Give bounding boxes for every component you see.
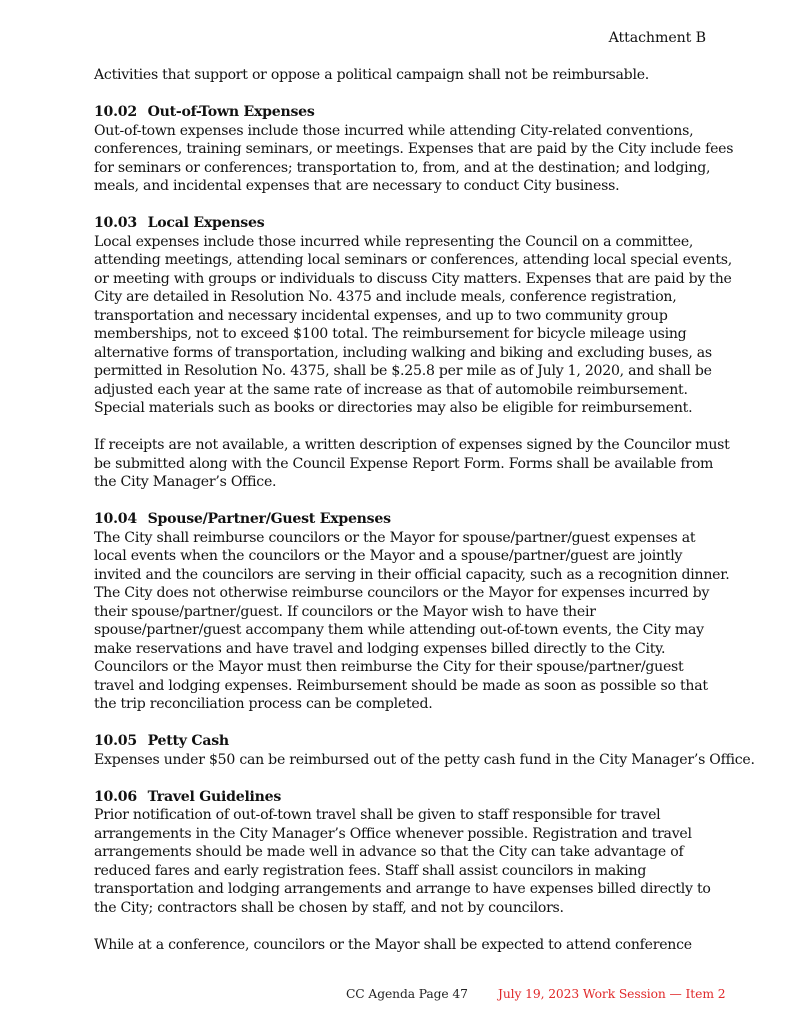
text-line: Expenses under $50 can be reimbursed out of the petty cash fund in the City Manager’s Office. [94,751,755,768]
section-number: 10.06 [94,788,137,805]
section-number: 10.02 [94,104,137,120]
text-line: While at a conference, councilors or the Mayor shall be expected to attend conference [94,936,692,953]
text-line: meals, and incidental expenses that are necessary to conduct City business. [94,178,620,194]
text-line: arrangements in the City Manager’s Office whenever possible. Registration and travel [94,825,692,842]
text-line: Activities that support or oppose a political campaign shall not be reimbursable. [94,67,650,83]
text-line: reduced fares and early registration fees. Staff shall assist councilors in making [94,862,647,879]
section-heading [94,510,734,529]
section-title: Spouse/Partner/Guest Expenses [147,511,391,527]
text-line: Out-of-town expenses include those incurred while attending City-related conventions, [94,122,694,139]
section-heading [94,103,734,122]
section-local-expenses [94,214,734,492]
section-paragraph [94,529,734,714]
text-line: arrangements should be made well in advance so that the City can take advantage of [94,844,684,860]
text-line: make reservations and have travel and lodging expenses billed directly to the City. [94,640,666,657]
text-line: transportation and necessary incidental expenses, and up to two community group [94,307,668,324]
text-line: Councilors or the Mayor must then reimburse the City for their spouse/partner/guest [94,659,684,675]
text-line: or meeting with groups or individuals to discuss City matters. Expenses that are paid by the [94,270,732,287]
section-title: Petty Cash [147,733,229,749]
text-line: conferences, training seminars, or meetings. Expenses that are paid by the City include fees [94,141,734,157]
text-line: the City Manager’s Office. [94,474,277,490]
text-line: The City does not otherwise reimburse councilors or the Mayor for expenses incurred by [94,585,710,601]
text-line: The City shall reimburse councilors or the Mayor for spouse/partner/guest expenses at [94,529,696,546]
text-line: attending meetings, attending local seminars or conferences, attending local special events, [94,252,732,268]
text-line: their spouse/partner/guest. If councilors or the Mayor wish to have their [94,603,596,620]
document-body [94,66,755,954]
section-heading [94,788,734,807]
section-title: Local Expenses [147,215,265,231]
section-paragraph [94,936,734,955]
text-line: travel and lodging expenses. Reimbursement should be made as soon as possible so that [94,677,708,694]
text-line: Special materials such as books or directories may also be eligible for reimbursement. [94,400,693,416]
work-session-label: July 19, 2023 Work Session — Item 2 [498,987,726,1001]
section-spouse-partner-guest-expenses [94,510,734,714]
text-line: spouse/partner/guest accompany them while attending out-of-town events, the City may [94,622,704,638]
text-line: be submitted along with the Council Expense Report Form. Forms shall be available from [94,455,714,472]
text-line: local events when the councilors or the Mayor and a spouse/partner/guest are jointly [94,548,683,564]
text-line: the City; contractors shall be chosen by staff, and not by councilors. [94,899,564,916]
section-out-of-town-expenses [94,103,734,196]
section-heading [94,732,734,751]
section-heading [94,214,734,233]
section-travel-guidelines [94,788,734,955]
intro-paragraph [94,66,734,85]
section-title: Out-of-Town Expenses [147,104,315,120]
text-line: alternative forms of transportation, including walking and biking and excluding buses, as [94,344,712,361]
section-petty-cash [94,732,755,769]
section-paragraph [94,436,734,492]
text-line: adjusted each year at the same rate of increase as that of automobile reimbursement. [94,381,688,398]
section-title: Travel Guidelines [147,788,282,805]
section-paragraph [94,806,734,917]
text-line: If receipts are not available, a written description of expenses signed by the Councilor must [94,437,730,453]
section-number: 10.03 [94,215,137,231]
text-line: permitted in Resolution No. 4375, shall be $.25.8 per mile as of July 1, 2020, and shall be [94,363,712,379]
section-number: 10.05 [94,733,137,749]
text-line: the trip reconciliation process can be completed. [94,696,433,712]
agenda-page-number: CC Agenda Page 47 [346,987,468,1001]
section-paragraph [94,122,734,196]
attachment-label: Attachment B [608,30,706,46]
text-line: transportation and lodging arrangements and arrange to have expenses billed directly to [94,881,711,897]
section-number: 10.04 [94,511,137,527]
text-line: memberships, not to exceed $100 total. The reimbursement for bicycle mileage using [94,326,687,342]
text-line: City are detailed in Resolution No. 4375 and include meals, conference registration, [94,289,677,305]
section-paragraph [94,233,734,418]
text-line: Prior notification of out-of-town travel shall be given to staff responsible for travel [94,807,661,823]
text-line: Local expenses include those incurred while representing the Council on a committee, [94,233,694,250]
section-paragraph [94,751,755,770]
text-line: invited and the councilors are serving in their official capacity, such as a recognition dinner. [94,566,730,583]
text-line: for seminars or conferences; transportation to, from, and at the destination; and lodging, [94,159,711,176]
